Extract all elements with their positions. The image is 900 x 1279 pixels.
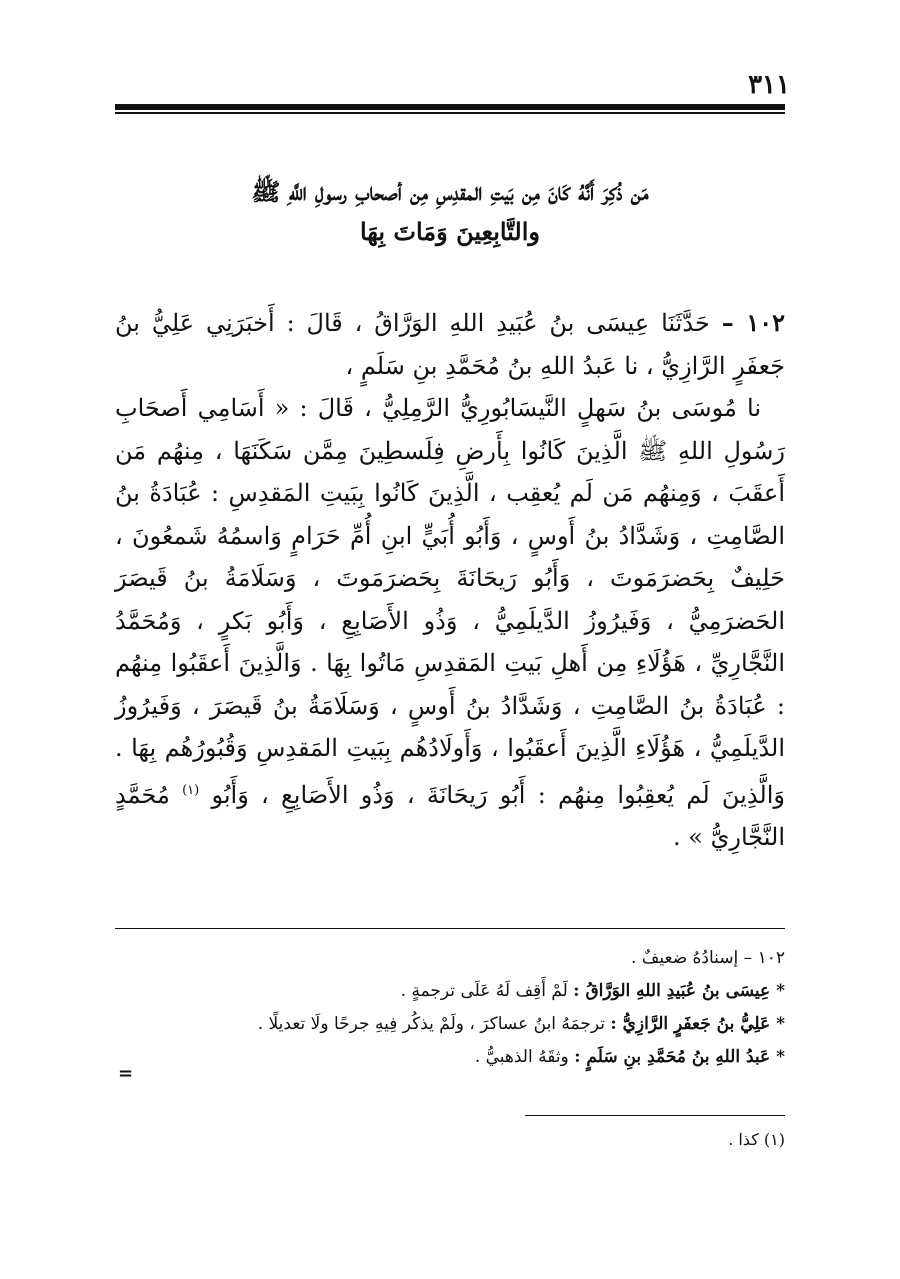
hadith-paragraph-1 bbox=[115, 302, 785, 387]
footnotes bbox=[140, 942, 785, 1074]
chapter-title bbox=[115, 172, 785, 252]
page-number: ٣١١ bbox=[748, 70, 790, 100]
chapter-title-line-1: مَن ذُكِرَ أَنَّهُ كَانَ مِن بَيتِ المقدِسِ مِن أصحابِ رسولِ اللَّهِ ﷺ bbox=[251, 177, 649, 206]
footnote-grade: ١٠٢ – إسنادُهُ ضعيفٌ . bbox=[630, 948, 785, 968]
footnote-narrator-note: وثقَهُ الذهبيُّ . bbox=[474, 1047, 569, 1067]
footnote-divider bbox=[115, 928, 785, 929]
continuation-mark: = bbox=[118, 1063, 134, 1084]
hadith-number: ١٠٢ – bbox=[721, 308, 785, 337]
chapter-title-line-2: والتَّابِعِينَ وَمَاتَ بِهَا bbox=[359, 217, 540, 246]
header-rule-thick bbox=[115, 104, 785, 110]
footnote-narrator-name: * عَلِيُّ بنُ جَعفَرٍ الرَّازِيُّ : bbox=[610, 1014, 785, 1034]
hadith-paragraph-2 bbox=[115, 387, 785, 859]
header-rule-thin bbox=[115, 112, 785, 114]
margin-note-divider bbox=[525, 1115, 785, 1116]
footnote-reference: (١) bbox=[182, 782, 200, 798]
hadith-matn: نا مُوسَى بنُ سَهلٍ النَّيسَابُورِيُّ الرَّمِلِيُّ ، قَالَ : « أَسَامِي أَصحَابِ رَسُولِ اللهِ ﷺ الَّذِينَ كَانُوا بِأَرضِ فِلَسطِينَ مِمَّن سَكَنَهَا ، مِنهُم مَن أَعقَبَ ، وَمِنهُم مَن لَم يُعقِب ، الَّذِينَ كَانُوا بِبَيتِ المَقدِسِ : عُبَادَةُ بنُ الصَّامِتِ ، وَشَدَّادُ بنُ أَوسٍ ، وَأَبُو أُبَيٍّ ابنِ أُمِّ حَرَامٍ وَاسمُهُ شَمعُونَ ، حَلِيفٌ بِحَضرَمَوتَ ، وَأَبُو رَيحَانَةَ بِحَضرَمَوتَ ، وَسَلَامَةُ بنُ قَيصَرَ الحَضرَمِيُّ ، وَفَيرُوزُ الدَّيلَمِيُّ ، وَذُو الأَصَابِعِ ، وَأَبُو بَكرٍ ، وَمُحَمَّدُ النَّجَّارِيِّ ، هَؤُلَاءِ مِن أَهلِ بَيتِ المَقدِسِ مَاتُوا بِهَا . وَالَّذِينَ أَعقَبُوا مِنهُم : عُبَادَةُ بنُ الصَّامِتِ ، وَشَدَّادُ بنُ أَوسٍ ، وَسَلَامَةُ بنُ قَيصَرَ ، وَفَيرُوزُ الدَّيلَمِيُّ ، هَؤُلَاءِ الَّذِينَ أَعقَبُوا ، وَأَولَادُهُم بِبَيتِ المَقدِسِ وَقُبُورُهُم بِهَا . وَالَّذِينَ لَم يُعقِبُوا مِنهُم : أَبُو رَيحَانَةَ ، وَذُو الأَصَابِعِ ، وَأَبُو bbox=[115, 394, 786, 809]
margin-note: (١) كذا . bbox=[728, 1130, 785, 1149]
footnote-item bbox=[140, 1041, 785, 1074]
footnote-item bbox=[140, 975, 785, 1008]
footnote-item bbox=[140, 1008, 785, 1041]
footnote-narrator-note: لَمْ أَقِف لَهُ عَلَى ترجمةٍ . bbox=[400, 981, 568, 1001]
hadith-matn-end: مُحَمَّدٍ النَّجَّارِيُّ » . bbox=[115, 780, 785, 851]
footnote-narrator-name: * عِيسَى بنُ عُبَيدِ اللهِ الوَرَّاقُ : bbox=[573, 981, 785, 1001]
hadith-isnad: حَدَّثَنَا عِيسَى بنُ عُبَيدِ اللهِ الوَرَّاقُ ، قَالَ : أَخبَرَنِي عَلِيُّ بنُ جَعفَرٍ الرَّازِيُّ ، نا عَبدُ اللهِ بنُ مُحَمَّدِ بنِ سَلَمٍ ، bbox=[115, 309, 785, 380]
footnote-narrator-note: ترجمَهُ ابنُ عساكرَ ، ولَمْ يذكُر فِيهِ جرحًا ولَا تعديلًا . bbox=[257, 1014, 605, 1034]
footnote-narrator-name: * عَبدُ اللهِ بنُ مُحَمَّدِ بنِ سَلَمٍ : bbox=[574, 1047, 785, 1067]
hadith-text bbox=[115, 302, 785, 859]
